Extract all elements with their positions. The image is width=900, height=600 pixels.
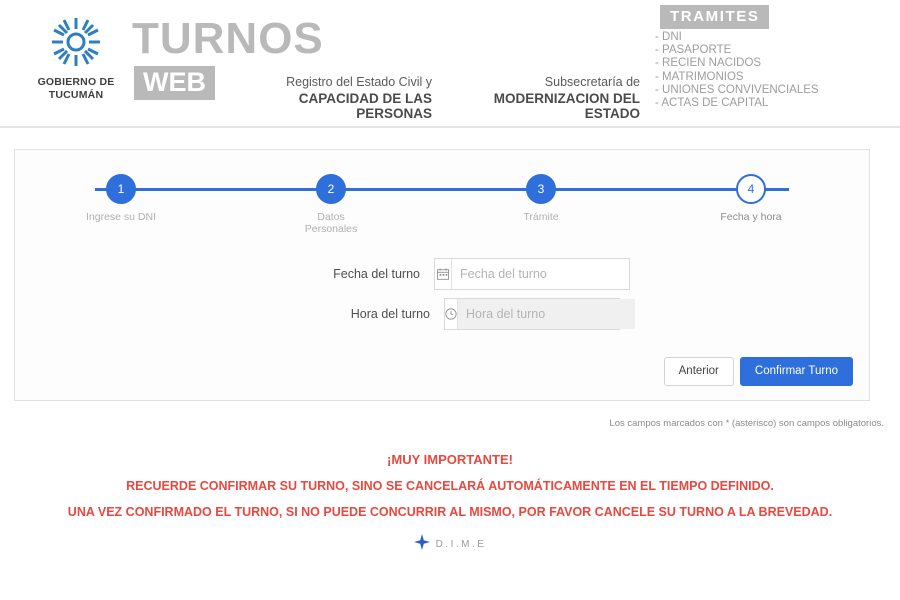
tramites-item: - RECIEN NACIDOS	[655, 57, 762, 70]
stepper-step-3-number: 3	[526, 174, 556, 204]
stepper-step-4-number: 4	[736, 174, 766, 204]
hora-row	[15, 298, 869, 330]
dime-star-icon	[414, 534, 430, 555]
stepper-step-2-number: 2	[316, 174, 346, 204]
fecha-label: Fecha del turno	[333, 267, 420, 281]
previous-button[interactable]: Anterior	[664, 357, 734, 386]
important-heading: ¡MUY IMPORTANTE!	[387, 452, 513, 467]
fecha-input[interactable]	[452, 259, 629, 289]
stepper-step-4-label: Fecha y hora	[720, 211, 782, 223]
logo-line-1: GOBIERNO DE	[37, 76, 115, 88]
clock-icon	[445, 299, 458, 329]
department-registro-small: Registro del Estado Civil y	[286, 75, 432, 89]
important-notice	[0, 452, 900, 519]
important-line-3: UNA VEZ CONFIRMADO EL TURNO, SI NO PUEDE CONCURRIR AL MISMO, POR FAVOR CANCELE SU TURNO A LA BREVEDAD.	[67, 505, 833, 519]
calendar-icon	[435, 259, 452, 289]
important-line-2: RECUERDE CONFIRMAR SU TURNO, SINO SE CANCELARÁ AUTOMÁTICAMENTE EN EL TIEMPO DEFINIDO.	[126, 479, 774, 493]
appointment-form	[15, 258, 869, 330]
department-modernizacion	[440, 75, 640, 121]
hora-input-group[interactable]	[444, 298, 620, 330]
department-registro	[222, 75, 432, 121]
stepper-step-1[interactable]	[81, 174, 161, 223]
fecha-row	[15, 258, 869, 290]
tramites-item: - ACTAS DE CAPITAL	[655, 97, 769, 110]
page-header	[0, 0, 900, 128]
stepper-step-2[interactable]	[291, 174, 371, 235]
stepper-step-1-number: 1	[106, 174, 136, 204]
department-modernizacion-small: Subsecretaría de	[544, 75, 640, 89]
tramites-item: - DNI	[655, 31, 682, 43]
hora-input[interactable]	[458, 299, 635, 329]
stepper-step-2-label: Datos Personales	[304, 211, 358, 235]
tramites-item: - UNIONES CONVIVENCIALES	[655, 83, 819, 96]
sun-logo-icon	[34, 16, 118, 73]
progress-stepper	[55, 174, 829, 236]
logo-line-2: TUCUMÁN	[48, 89, 104, 101]
confirm-appointment-button[interactable]: Confirmar Turno	[740, 357, 853, 386]
hora-label: Hora del turno	[350, 307, 430, 321]
tramites-title: TRAMITES	[660, 5, 769, 29]
stepper-step-3[interactable]	[501, 174, 581, 223]
department-registro-big: CAPACIDAD DE LAS PERSONAS	[298, 91, 432, 121]
department-modernizacion-big: MODERNIZACION DEL ESTADO	[493, 91, 640, 121]
tramites-item: - MATRIMONIOS	[655, 70, 744, 83]
stepper-step-4[interactable]	[711, 174, 791, 223]
appointment-panel	[14, 149, 870, 401]
page-footer	[0, 534, 900, 555]
stepper-step-1-label: Ingrese su DNI	[85, 211, 157, 223]
stepper-step-3-label: Trámite	[523, 211, 559, 223]
app-title: TURNOS	[132, 14, 324, 63]
tramites-list	[655, 31, 819, 110]
form-actions	[664, 357, 853, 386]
tramites-item: - PASAPORTE	[655, 44, 732, 57]
fecha-input-group[interactable]	[434, 258, 630, 290]
dime-label: D.I.M.E	[435, 539, 487, 550]
app-title-badge: WEB	[134, 66, 215, 100]
stepper-progress-line	[95, 188, 789, 191]
government-logo	[34, 16, 118, 102]
required-fields-note: Los campos marcados con * (asterisco) son campos obligatorios.	[609, 418, 884, 429]
